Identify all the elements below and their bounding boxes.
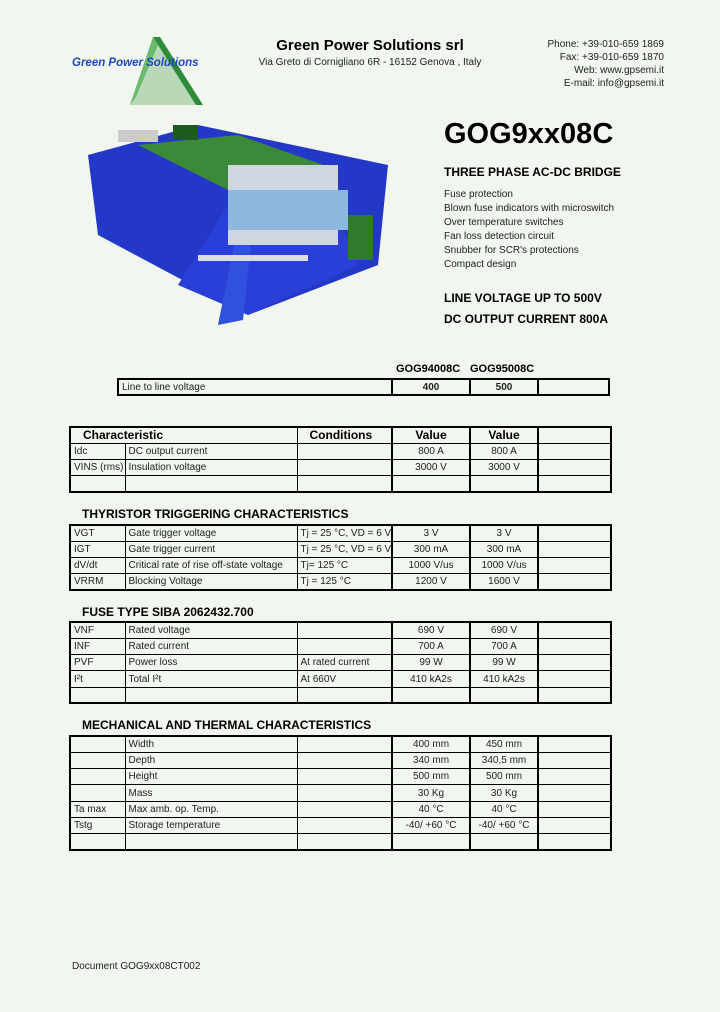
- column-header: Characteristic: [70, 427, 297, 443]
- contact-info: [548, 38, 665, 90]
- value-a-cell: 410 kA2s: [392, 671, 470, 687]
- table-row: [70, 769, 611, 785]
- symbol-cell: IGT: [70, 541, 125, 557]
- value-a-cell: 99 W: [392, 655, 470, 671]
- table-row: [70, 687, 611, 703]
- thyristor-title: THYRISTOR TRIGGERING CHARACTERISTICS: [82, 507, 349, 521]
- description-cell: [125, 687, 297, 703]
- description-cell: Insulation voltage: [125, 459, 297, 475]
- extra-cell: [538, 622, 611, 638]
- table-row: [118, 379, 609, 395]
- conditions-cell: [297, 769, 392, 785]
- fuse-title: FUSE TYPE SIBA 2062432.700: [82, 605, 254, 619]
- conditions-cell: [297, 622, 392, 638]
- table-row: [70, 817, 611, 833]
- conditions-cell: [297, 443, 392, 459]
- fuse-table: [69, 621, 612, 704]
- value-b-cell: [470, 687, 538, 703]
- value-a-cell: 3000 V: [392, 459, 470, 475]
- conditions-cell: [297, 459, 392, 475]
- description-cell: Rated voltage: [125, 622, 297, 638]
- value-b-cell: 410 kA2s: [470, 671, 538, 687]
- conditions-cell: At rated current: [297, 655, 392, 671]
- symbol-cell: [70, 785, 125, 801]
- feature-item: Snubber for SCR's protections: [444, 245, 579, 256]
- extra-cell: [538, 655, 611, 671]
- value-a-cell: 300 mA: [392, 541, 470, 557]
- value-a-cell: 30 Kg: [392, 785, 470, 801]
- value-a-cell: 340 mm: [392, 752, 470, 768]
- cell: [538, 379, 609, 395]
- value-a-cell: 800 A: [392, 443, 470, 459]
- conditions-cell: [297, 736, 392, 752]
- description-cell: Gate trigger voltage: [125, 525, 297, 541]
- value-a-cell: -40/ +60 °C: [392, 817, 470, 833]
- symbol-cell: [70, 834, 125, 850]
- company-address: Via Greto di Cornigliano 6R - 16152 Genova , Italy: [258, 57, 482, 68]
- value-b-cell: -40/ +60 °C: [470, 817, 538, 833]
- value-b-cell: 1000 V/us: [470, 558, 538, 574]
- extra-cell: [538, 558, 611, 574]
- extra-cell: [538, 801, 611, 817]
- table-row: [70, 443, 611, 459]
- document-id: Document GOG9xx08CT002: [72, 961, 201, 972]
- value-b-cell: 340,5 mm: [470, 752, 538, 768]
- extra-cell: [538, 736, 611, 752]
- value-a-cell: 400 mm: [392, 736, 470, 752]
- description-cell: Rated current: [125, 638, 297, 654]
- fax: Fax: +39-010-659 1870: [559, 52, 664, 63]
- table-row: [70, 622, 611, 638]
- conditions-cell: [297, 817, 392, 833]
- mechanical-title: MECHANICAL AND THERMAL CHARACTERISTICS: [82, 718, 372, 732]
- value-a-cell: 40 °C: [392, 801, 470, 817]
- feature-item: Blown fuse indicators with microswitch: [444, 203, 615, 214]
- extra-cell: [538, 769, 611, 785]
- table-row: [70, 752, 611, 768]
- description-cell: DC output current: [125, 443, 297, 459]
- description-cell: [125, 476, 297, 492]
- table-row: [70, 834, 611, 850]
- value-b-cell: 800 A: [470, 443, 538, 459]
- email: E-mail: info@gpsemi.it: [563, 78, 664, 89]
- extra-cell: [538, 752, 611, 768]
- value-b-cell: 500 mm: [470, 769, 538, 785]
- description-cell: Mass: [125, 785, 297, 801]
- column-header: Value: [470, 427, 538, 443]
- value-a-cell: 500 mm: [392, 769, 470, 785]
- column-header: [538, 427, 611, 443]
- product-image: [78, 115, 398, 325]
- header-row: [70, 427, 611, 443]
- company-name: Green Power Solutions srl: [276, 37, 464, 54]
- description-cell: Depth: [125, 752, 297, 768]
- conditions-cell: [297, 752, 392, 768]
- table-row: [70, 558, 611, 574]
- value-a-cell: 690 V: [392, 622, 470, 638]
- feature-item: Compact design: [444, 259, 517, 270]
- table-row: [70, 655, 611, 671]
- extra-cell: [538, 459, 611, 475]
- conditions-cell: [297, 834, 392, 850]
- value-b-cell: 700 A: [470, 638, 538, 654]
- value-b-cell: 300 mA: [470, 541, 538, 557]
- mechanical-table: [69, 735, 612, 851]
- description-cell: Power loss: [125, 655, 297, 671]
- symbol-cell: Ta max: [70, 801, 125, 817]
- value-a-cell: [392, 476, 470, 492]
- feature-item: Over temperature switches: [444, 217, 564, 228]
- extra-cell: [538, 834, 611, 850]
- description-cell: Total I²t: [125, 671, 297, 687]
- value-b-cell: 1600 V: [470, 574, 538, 590]
- extra-cell: [538, 671, 611, 687]
- feature-list: [444, 188, 614, 272]
- extra-cell: [538, 638, 611, 654]
- value-a-cell: 700 A: [392, 638, 470, 654]
- value-b-cell: [470, 476, 538, 492]
- description-cell: Storage temperature: [125, 817, 297, 833]
- feature-item: Fan loss detection circuit: [444, 231, 555, 242]
- symbol-cell: [70, 736, 125, 752]
- extra-cell: [538, 785, 611, 801]
- table-row: [70, 638, 611, 654]
- symbol-cell: Idc: [70, 443, 125, 459]
- conditions-cell: [297, 801, 392, 817]
- column-header: Conditions: [297, 427, 392, 443]
- table-row: [70, 574, 611, 590]
- symbol-cell: VINS (rms): [70, 459, 125, 475]
- conditions-cell: Tj = 125 °C: [297, 574, 392, 590]
- symbol-cell: VGT: [70, 525, 125, 541]
- value-b-cell: 690 V: [470, 622, 538, 638]
- feature-item: Fuse protection: [444, 189, 513, 200]
- symbol-cell: dV/dt: [70, 558, 125, 574]
- table-row: [70, 801, 611, 817]
- extra-cell: [538, 574, 611, 590]
- table-row: [70, 671, 611, 687]
- value-b-cell: 40 °C: [470, 801, 538, 817]
- extra-cell: [538, 817, 611, 833]
- value-a-cell: 1000 V/us: [392, 558, 470, 574]
- value-b-cell: 450 mm: [470, 736, 538, 752]
- thyristor-table: [69, 524, 612, 591]
- product-model: GOG9xx08C: [444, 118, 614, 150]
- conditions-cell: [297, 638, 392, 654]
- symbol-cell: I²t: [70, 671, 125, 687]
- conditions-cell: At 660V: [297, 671, 392, 687]
- symbol-cell: VNF: [70, 622, 125, 638]
- extra-cell: [538, 525, 611, 541]
- column-header: Value: [392, 427, 470, 443]
- symbol-cell: INF: [70, 638, 125, 654]
- voltage-table: [117, 378, 610, 396]
- description-cell: Blocking Voltage: [125, 574, 297, 590]
- table-row: [70, 525, 611, 541]
- symbol-cell: [70, 476, 125, 492]
- product-subtitle: THREE PHASE AC-DC BRIDGE: [444, 165, 621, 179]
- table-row: [70, 736, 611, 752]
- symbol-cell: PVF: [70, 655, 125, 671]
- phone: Phone: +39-010-659 1869: [547, 39, 664, 50]
- table-row: [70, 476, 611, 492]
- extra-cell: [538, 476, 611, 492]
- spec-voltage: LINE VOLTAGE UP TO 500V: [444, 291, 602, 305]
- characteristics-table: [69, 426, 612, 493]
- symbol-cell: Tstg: [70, 817, 125, 833]
- symbol-cell: [70, 687, 125, 703]
- cell: Line to line voltage: [118, 379, 392, 395]
- cell: 400: [392, 379, 470, 395]
- symbol-cell: [70, 769, 125, 785]
- symbol-cell: [70, 752, 125, 768]
- value-b-cell: 3 V: [470, 525, 538, 541]
- variant-a-header: GOG94008C: [396, 363, 461, 375]
- description-cell: [125, 834, 297, 850]
- extra-cell: [538, 443, 611, 459]
- conditions-cell: [297, 785, 392, 801]
- description-cell: Width: [125, 736, 297, 752]
- conditions-cell: Tj = 25 °C, VD = 6 V: [297, 525, 392, 541]
- value-a-cell: 3 V: [392, 525, 470, 541]
- company-logo: [118, 35, 218, 107]
- conditions-cell: Tj = 25 °C, VD = 6 V: [297, 541, 392, 557]
- table-row: [70, 785, 611, 801]
- table-row: [70, 459, 611, 475]
- extra-cell: [538, 541, 611, 557]
- value-b-cell: 99 W: [470, 655, 538, 671]
- table-row: [70, 541, 611, 557]
- variant-b-header: GOG95008C: [470, 363, 535, 375]
- extra-cell: [538, 687, 611, 703]
- spec-current: DC OUTPUT CURRENT 800A: [444, 312, 609, 326]
- value-a-cell: [392, 834, 470, 850]
- value-a-cell: [392, 687, 470, 703]
- symbol-cell: VRRM: [70, 574, 125, 590]
- logo-text: Green Power Solutions: [72, 57, 199, 69]
- description-cell: Critical rate of rise off-state voltage: [125, 558, 297, 574]
- value-a-cell: 1200 V: [392, 574, 470, 590]
- conditions-cell: Tj= 125 °C: [297, 558, 392, 574]
- description-cell: Gate trigger current: [125, 541, 297, 557]
- conditions-cell: [297, 476, 392, 492]
- cell: 500: [470, 379, 538, 395]
- value-b-cell: 30 Kg: [470, 785, 538, 801]
- description-cell: Height: [125, 769, 297, 785]
- conditions-cell: [297, 687, 392, 703]
- description-cell: Max amb. op. Temp.: [125, 801, 297, 817]
- value-b-cell: [470, 834, 538, 850]
- web: Web: www.gpsemi.it: [574, 65, 664, 76]
- value-b-cell: 3000 V: [470, 459, 538, 475]
